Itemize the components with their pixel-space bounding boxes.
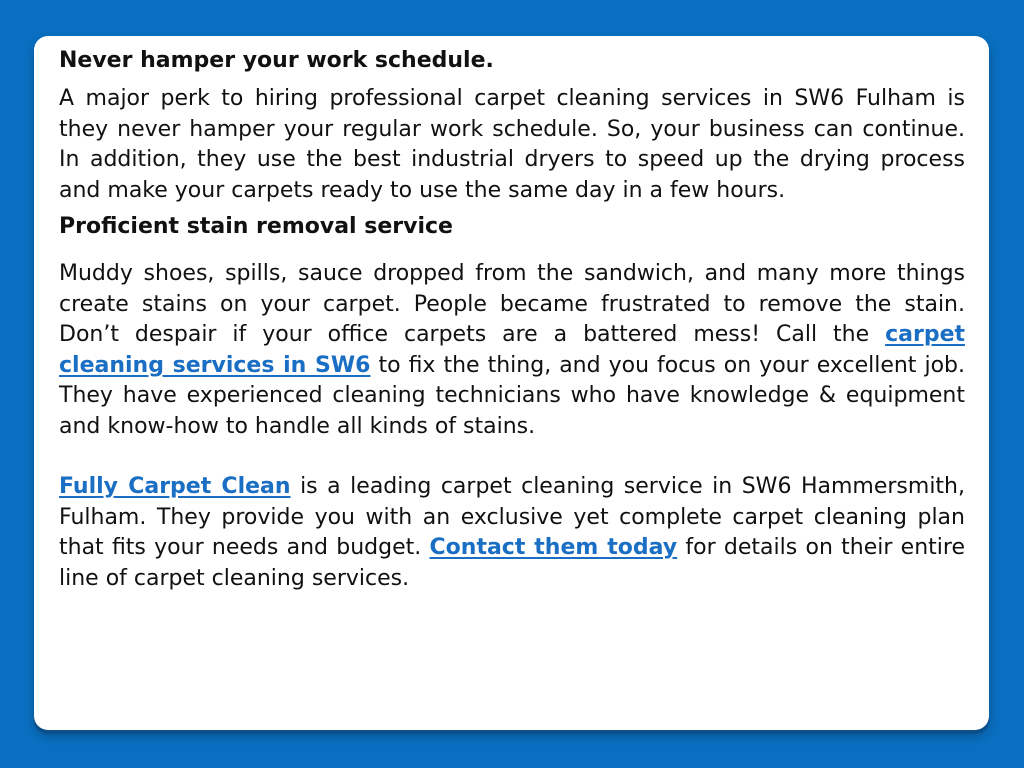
stain-text-after-link: to fix the thing, and you focus on your excellent job. They have experienced cleaning technicians who have knowledge & equipment and know-how to handle all kinds of stains. bbox=[59, 352, 965, 439]
content-card bbox=[34, 36, 989, 730]
paragraph-stain-removal bbox=[59, 259, 965, 442]
contact-them-today-link[interactable]: Contact them today bbox=[429, 535, 678, 560]
fully-carpet-clean-link[interactable]: Fully Carpet Clean bbox=[59, 474, 291, 499]
heading-work-schedule: Never hamper your work schedule. bbox=[59, 48, 494, 73]
heading-stain-removal: Proficient stain removal service bbox=[59, 214, 453, 239]
company-text-after: for details on their entire line of carpet cleaning services. bbox=[59, 535, 965, 591]
paragraph-work-schedule: A major perk to hiring professional carpet cleaning services in SW6 Fulham is they never hamper your regular work schedule. So, your business can continue. In addition, they use the best industrial dryers to speed up the drying process and make your carpets ready to use the same day in a few hours. bbox=[59, 86, 965, 203]
stain-text-before-link: Muddy shoes, spills, sauce dropped from the sandwich, and many more things create stains on your carpet. People became frustrated to remove the stain. Don’t despair if your office carpets are a battered mess! Call the bbox=[59, 261, 965, 347]
company-text-middle: is a leading carpet cleaning service in SW6 Hammersmith, Fulham. They provide you with an exclusive yet complete carpet cleaning plan that fits your needs and budget. bbox=[59, 474, 965, 560]
carpet-cleaning-services-link[interactable]: carpet cleaning services in SW6 bbox=[59, 322, 965, 378]
paragraph-company-info bbox=[59, 472, 965, 594]
